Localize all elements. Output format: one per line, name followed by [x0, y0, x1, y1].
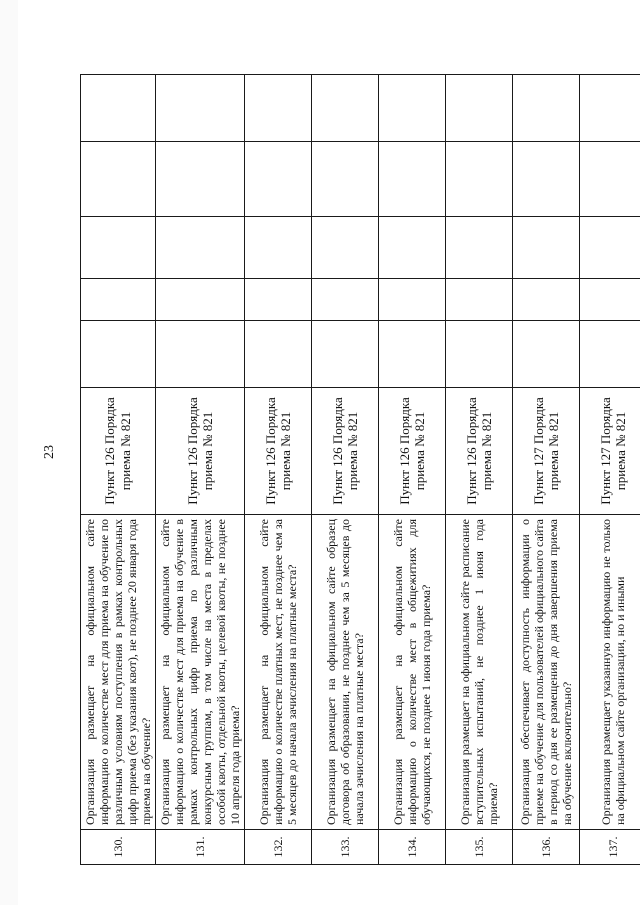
row-number: 132. [245, 830, 312, 865]
notes-cell [245, 75, 312, 142]
answer-cell [513, 217, 580, 279]
answer-cell [580, 217, 640, 279]
checklist-table [80, 74, 640, 865]
answer-cell [513, 279, 580, 321]
scan-margin [0, 0, 18, 905]
answer-cell [513, 142, 580, 217]
notes-cell [446, 75, 513, 142]
answer-cell [379, 142, 446, 217]
row-number: 135. [446, 830, 513, 865]
answer-cell [446, 142, 513, 217]
answer-cell [156, 217, 245, 279]
question-text: Организация обеспечивает доступность информации о приеме на обучение для пользователей официального сайта в период со дня ее размещения до дня завершения приема на обучение включительно? [513, 515, 580, 830]
row-number: 133. [312, 830, 379, 865]
legal-reference: Пункт 127 Порядка приема № 821 [580, 388, 640, 515]
legal-reference: Пункт 126 Порядка приема № 821 [446, 388, 513, 515]
table-row [156, 75, 245, 865]
question-text: Организация размещает на официальном сайте информацию о количестве мест для приема на обучение в рамках контрольных цифр приема по различным конкурсным группам, в том числе на места в пределах особой квоты, отдельной квоты, целевой квоты, не позднее 10 апреля года приема? [156, 515, 245, 830]
question-text: Организация размещает на официальном сайте расписание вступительных испытаний, не позднее 1 июня года приема? [446, 515, 513, 830]
row-number: 136. [513, 830, 580, 865]
answer-cell [379, 217, 446, 279]
answer-cell [156, 321, 245, 388]
answer-cell [156, 142, 245, 217]
table-row [81, 75, 156, 865]
answer-cell [245, 217, 312, 279]
answer-cell [81, 142, 156, 217]
notes-cell [513, 75, 580, 142]
answer-cell [245, 279, 312, 321]
notes-cell [580, 75, 640, 142]
question-text: Организация размещает указанную информацию не только на официальном сайте организации, но и иными [580, 515, 640, 830]
table-row [513, 75, 580, 865]
table-row [245, 75, 312, 865]
notes-cell [379, 75, 446, 142]
notes-cell [156, 75, 245, 142]
table-row [580, 75, 640, 865]
answer-cell [580, 142, 640, 217]
question-text: Организация размещает на официальном сайте информацию о количестве мест для приема на обучение по различным условиям поступления в рамках контрольных цифр приема (без указания квот), не позднее 20 января года приема на обучение? [81, 515, 156, 830]
answer-cell [81, 279, 156, 321]
answer-cell [446, 321, 513, 388]
answer-cell [379, 321, 446, 388]
row-number: 130. [81, 830, 156, 865]
answer-cell [580, 321, 640, 388]
legal-reference: Пункт 127 Порядка приема № 821 [513, 388, 580, 515]
answer-cell [245, 321, 312, 388]
answer-cell [312, 279, 379, 321]
answer-cell [81, 321, 156, 388]
legal-reference: Пункт 126 Порядка приема № 821 [156, 388, 245, 515]
answer-cell [312, 142, 379, 217]
notes-cell [81, 75, 156, 142]
answer-cell [156, 279, 245, 321]
notes-cell [312, 75, 379, 142]
legal-reference: Пункт 126 Порядка приема № 821 [245, 388, 312, 515]
legal-reference: Пункт 126 Порядка приема № 821 [312, 388, 379, 515]
answer-cell [446, 279, 513, 321]
answer-cell [379, 279, 446, 321]
checklist-table-container [80, 75, 629, 865]
question-text: Организация размещает на официальном сайте образец договора об образовании, не позднее чем за 5 месяцев до начала зачисления на платные места? [312, 515, 379, 830]
question-text: Организация размещает на официальном сайте информацию о количестве мест в общежитиях для обучающихся, не позднее 1 июня года приема? [379, 515, 446, 830]
answer-cell [81, 217, 156, 279]
answer-cell [312, 217, 379, 279]
table-row [379, 75, 446, 865]
row-number: 134. [379, 830, 446, 865]
page-number: 23 [42, 445, 57, 459]
legal-reference: Пункт 126 Порядка приема № 821 [81, 388, 156, 515]
answer-cell [580, 279, 640, 321]
table-row [312, 75, 379, 865]
answer-cell [446, 217, 513, 279]
row-number: 137. [580, 830, 640, 865]
answer-cell [513, 321, 580, 388]
row-number: 131. [156, 830, 245, 865]
table-row [446, 75, 513, 865]
answer-cell [312, 321, 379, 388]
answer-cell [245, 142, 312, 217]
legal-reference: Пункт 126 Порядка приема № 821 [379, 388, 446, 515]
question-text: Организация размещает на официальном сайте информацию о количестве платных мест, не позднее чем за 5 месяцев до начала зачисления на платные места? [245, 515, 312, 830]
